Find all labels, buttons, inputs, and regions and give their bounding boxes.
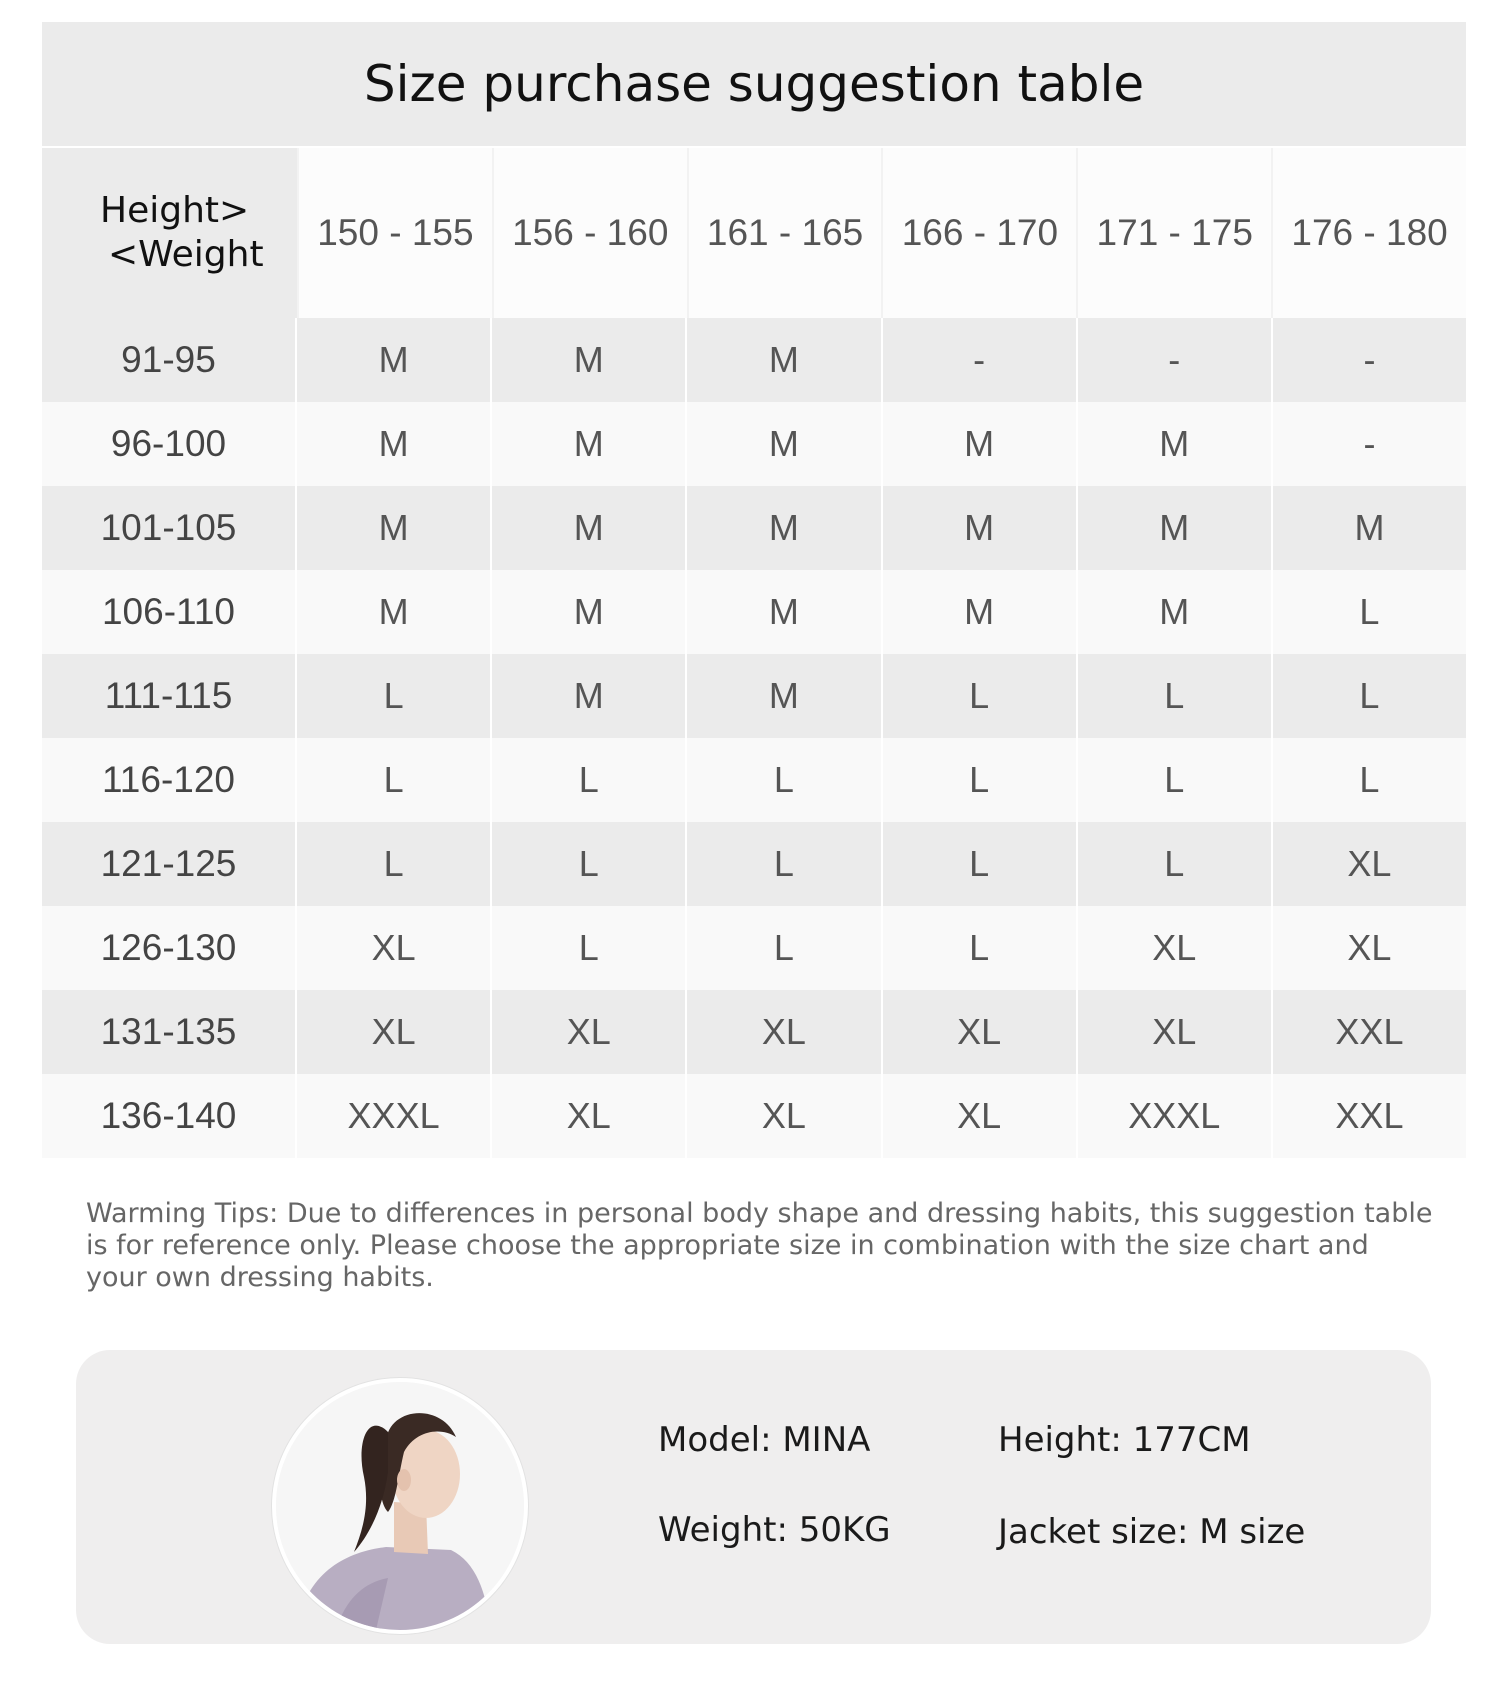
size-cell: M	[687, 654, 882, 738]
size-cell: L	[883, 654, 1078, 738]
size-cell: XL	[297, 906, 492, 990]
corner-height-label: Height>	[100, 190, 250, 231]
size-cell: -	[883, 318, 1078, 402]
size-cell: L	[1078, 738, 1273, 822]
height-range-header: 176 - 180	[1271, 148, 1466, 318]
size-cell: XL	[1273, 822, 1466, 906]
size-cell: XL	[883, 1074, 1078, 1158]
size-cell: XL	[492, 990, 687, 1074]
size-cell: M	[687, 486, 882, 570]
height-range-header: 166 - 170	[881, 148, 1076, 318]
weight-range-label: 116-120	[42, 738, 297, 822]
size-grid	[42, 146, 1466, 1158]
size-cell: XXXL	[1078, 1074, 1273, 1158]
model-height: Height: 177CM	[998, 1420, 1251, 1460]
size-cell: XL	[883, 990, 1078, 1074]
height-range-header: 150 - 155	[297, 148, 492, 318]
size-cell: XL	[492, 1074, 687, 1158]
size-cell: XXXL	[297, 1074, 492, 1158]
size-cell: XXL	[1273, 990, 1466, 1074]
table-row	[42, 990, 1466, 1074]
size-cell: L	[1273, 570, 1466, 654]
size-cell: M	[297, 486, 492, 570]
model-portrait-image	[276, 1382, 524, 1630]
size-cell: M	[297, 318, 492, 402]
model-jacket-size: Jacket size: M size	[998, 1512, 1306, 1552]
weight-range-label: 106-110	[42, 570, 297, 654]
model-info-card	[76, 1350, 1431, 1644]
size-cell: L	[1273, 738, 1466, 822]
size-cell: L	[883, 738, 1078, 822]
size-cell: M	[492, 402, 687, 486]
size-cell: L	[492, 822, 687, 906]
table-row	[42, 486, 1466, 570]
size-cell: M	[1078, 402, 1273, 486]
table-row	[42, 1074, 1466, 1158]
size-cell: L	[492, 906, 687, 990]
size-cell: XL	[1273, 906, 1466, 990]
height-range-header: 161 - 165	[687, 148, 882, 318]
size-cell: M	[297, 570, 492, 654]
size-cell: M	[1078, 570, 1273, 654]
weight-range-label: 121-125	[42, 822, 297, 906]
size-cell: M	[492, 570, 687, 654]
size-cell: XL	[1078, 906, 1273, 990]
size-cell: XL	[297, 990, 492, 1074]
weight-range-label: 131-135	[42, 990, 297, 1074]
table-row	[42, 906, 1466, 990]
size-cell: M	[883, 486, 1078, 570]
size-cell: XL	[687, 990, 882, 1074]
size-cell: -	[1273, 318, 1466, 402]
size-cell: M	[492, 318, 687, 402]
size-cell: M	[883, 402, 1078, 486]
size-cell: -	[1273, 402, 1466, 486]
size-cell: L	[297, 738, 492, 822]
warming-tips: Warming Tips: Due to differences in personal body shape and dressing habits, this suggestion table is for reference only. Please choose the appropriate size in combination with the size chart and your own dressing habits.	[86, 1198, 1433, 1293]
size-cell: M	[1273, 486, 1466, 570]
size-cell: L	[1273, 654, 1466, 738]
size-cell: M	[1078, 486, 1273, 570]
size-cell: L	[883, 822, 1078, 906]
size-table-sheet	[42, 22, 1466, 1158]
size-cell: L	[687, 738, 882, 822]
size-cell: L	[687, 822, 882, 906]
table-row	[42, 318, 1466, 402]
size-cell: L	[297, 654, 492, 738]
size-cell: M	[687, 318, 882, 402]
size-cell: L	[1078, 654, 1273, 738]
size-cell: M	[687, 570, 882, 654]
size-cell: M	[297, 402, 492, 486]
header-row	[42, 148, 1466, 318]
weight-range-label: 101-105	[42, 486, 297, 570]
size-cell: L	[883, 906, 1078, 990]
table-row	[42, 654, 1466, 738]
weight-range-label: 91-95	[42, 318, 297, 402]
size-cell: L	[1078, 822, 1273, 906]
size-cell: M	[492, 654, 687, 738]
table-row	[42, 738, 1466, 822]
size-cell: L	[297, 822, 492, 906]
corner-weight-label: <Weight	[108, 234, 264, 275]
weight-range-label: 111-115	[42, 654, 297, 738]
height-range-header: 171 - 175	[1076, 148, 1271, 318]
table-title: Size purchase suggestion table	[42, 22, 1466, 146]
weight-range-label: 136-140	[42, 1074, 297, 1158]
size-cell: -	[1078, 318, 1273, 402]
size-cell: XL	[687, 1074, 882, 1158]
model-name: Model: MINA	[658, 1420, 871, 1460]
size-cell: L	[492, 738, 687, 822]
weight-range-label: 126-130	[42, 906, 297, 990]
weight-range-label: 96-100	[42, 402, 297, 486]
size-cell: XL	[1078, 990, 1273, 1074]
height-range-header: 156 - 160	[492, 148, 687, 318]
size-cell: M	[492, 486, 687, 570]
table-row	[42, 570, 1466, 654]
table-row	[42, 402, 1466, 486]
model-avatar	[272, 1378, 528, 1634]
model-weight: Weight: 50KG	[658, 1510, 891, 1550]
size-cell: XXL	[1273, 1074, 1466, 1158]
size-cell: M	[687, 402, 882, 486]
corner-header	[42, 148, 297, 318]
size-cell: M	[883, 570, 1078, 654]
size-cell: L	[687, 906, 882, 990]
table-row	[42, 822, 1466, 906]
